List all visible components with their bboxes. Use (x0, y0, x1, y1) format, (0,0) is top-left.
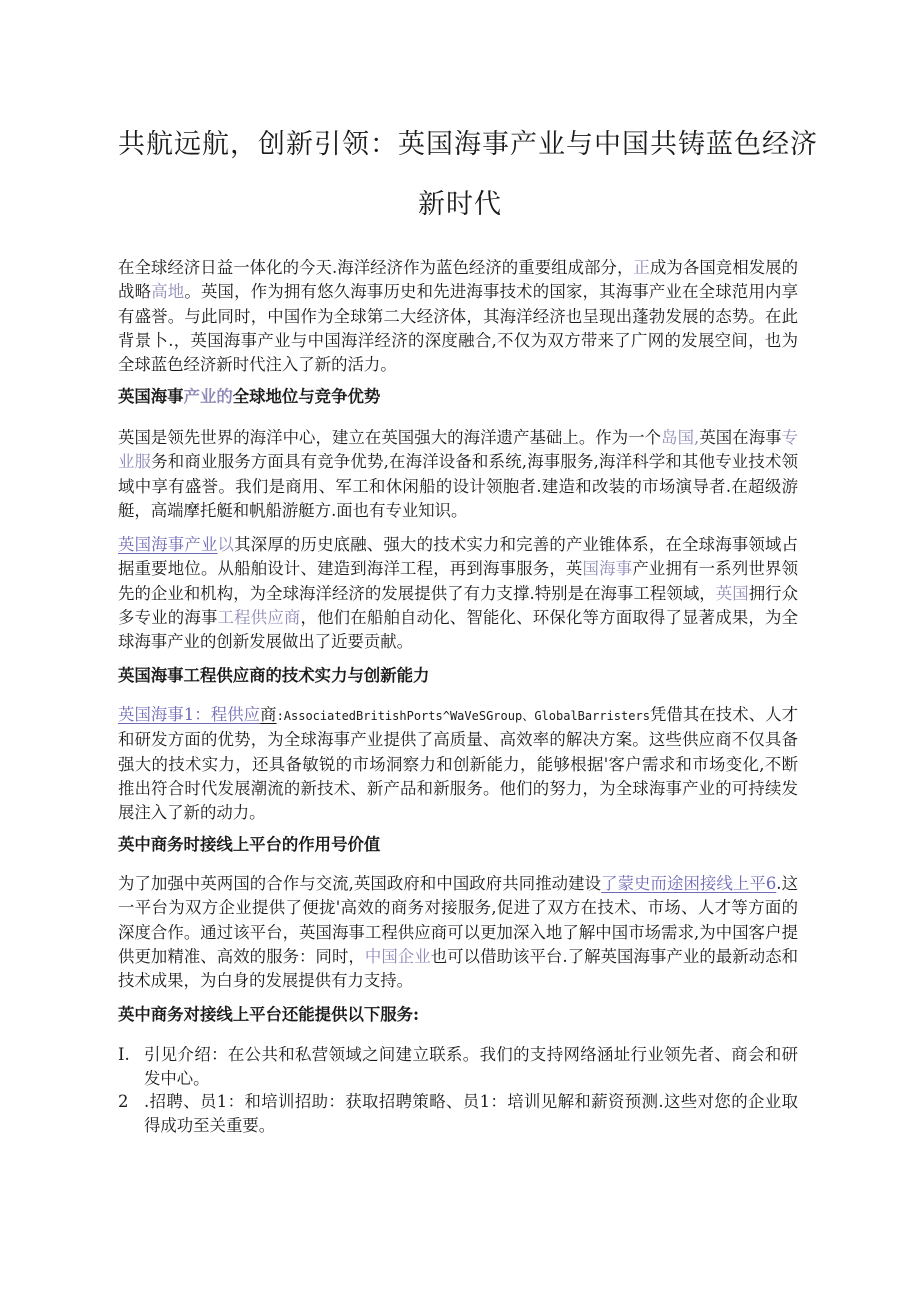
section-heading-suppliers: 英国海事工程供应商的技术实力与创新能力 (118, 666, 430, 685)
faded-text: 英国 (715, 583, 749, 603)
paragraph-uk-maritime-industry (118, 533, 798, 654)
text-run: ，他们在船舶自动化、智能化、环保化等方面取得了显著成果，为全球海事产业的创新发展做出了近要贡献。 (118, 607, 799, 652)
paragraph-suppliers (118, 703, 798, 825)
section-heading-global-position (118, 385, 798, 409)
list-item (118, 1090, 798, 1138)
text-run: 拥行众多专业的海事 (118, 583, 799, 627)
faded-text: 工程供应商 (217, 607, 301, 627)
faded-text: 产业的 (183, 387, 233, 406)
text-run: 英国海事 (118, 387, 184, 406)
text-run: 英国在海事 (699, 428, 782, 447)
link-uk-maritime-industry[interactable]: 英国海事产业 (118, 535, 218, 554)
text-run: 其深厚的历史底融、强大的技术实力和完善的产业锥体系，在全球海事领域占据重要地位。从船舶设计、建造到海洋工程，再到海事服务，英 (118, 535, 799, 579)
supplier-names: :AssociatedBritishPorts^WaVeSGroup、GlobalBarristers (276, 709, 650, 723)
section-heading-services: 英中商务对接线上平台还能提供以下服务: (118, 1005, 420, 1024)
text-run: 全球地位与竞争优势 (232, 387, 381, 406)
page-title-continued: 新时代 (418, 189, 502, 220)
list-item-text: 引见介绍：在公共和私营领域之间建立联系。我们的支持网络涵址行业领先者、商会和研发中心。 (144, 1045, 798, 1088)
paragraph-platform (118, 872, 798, 993)
faded-text: 高地 (151, 282, 185, 302)
list-number: 2 (118, 1092, 129, 1111)
faded-text: 正 (633, 258, 650, 277)
list-number: I. (118, 1045, 130, 1064)
text-run: 产业拥有一系列世界领先的企业和机构，为全球海洋经济的发展提供了有力支撑.特别是在海事工程领域， (118, 559, 799, 603)
text-run: 在全球经济日益一体化的今天.海洋经济作为蓝色经济的重要组成部分， (118, 258, 634, 277)
list-item-text: .招聘、员1：和培训招助：获取招聘策略、员1：培训见解和薪资预测.这些对您的企业取得成功至关重要。 (144, 1092, 798, 1135)
faded-text: 国海事 (582, 559, 633, 579)
text-run: 也可以借助该平台.了解英国海事产业的最新动态和技术成果，为白身的发展提供有力支持。 (118, 946, 799, 991)
text-run: 凭借其在技术、人才和研发方面的优势，为全球海事产业提供了高质量、高效率的解决方案。这些供应商不仅具备强大的技术实力，还具备敏锐的市场洞察力和创新能力，能够根据'客户需求和市场变化,不断推出符合时代发展潮流的新技术、新产品和新服务。他们的努力，为全球海事产业的可持续发展注入了新的动力。 (118, 705, 798, 823)
text-run: .这一平台为双方企业提供了便拢'高效的商务对接服务,促进了双方在技术、市场、人才等方面的深度合作。通过该平台，英国海事工程供应商可以更加深入地了解中国市场需求,为中国客户提供更加精准、高效的服务：同时， (118, 874, 798, 966)
faded-text: 以 (217, 535, 235, 554)
text-run: 英国是领先世界的海洋中心，建立在英国强大的海洋遗产基础上。作为一个 (118, 428, 662, 447)
section-heading-platform: 英中商务时接线上平台的作用号价值 (118, 835, 381, 854)
text-run: 商 (260, 705, 277, 724)
link-engineering-suppliers[interactable]: 英国海事1：程供应 (118, 705, 261, 724)
faded-text: 中国企业 (364, 946, 431, 966)
page-title: 共航远航，创新引领：英国海事产业与中国共铸蓝色经济 (118, 129, 818, 160)
text-run: 。英国，作为拥有悠久海事历史和先进海事技术的国家，其海事产业在全球范用内享有盛誉。与此同时，中国作为全球第二大经济体，其海洋经济也呈现出蓬勃发展的态势。在此背景卜.，英国海事产业与中国海洋经济的深度融合,不仅为双方带来了广网的发展空间，也为全球蓝色经济新时代注入了新的活力。 (118, 282, 799, 375)
intro-paragraph (118, 256, 798, 377)
paragraph-uk-maritime-centre (118, 426, 798, 523)
text-run: 成为各国竞相发展的战略 (118, 258, 799, 302)
faded-text: 专业服 (118, 428, 799, 472)
link-online-platform[interactable]: 了蒙史而途困接线上平6 (601, 874, 777, 893)
text-run: 务和商业服务方面具有竞争优势,在海洋设备和系统,海事服务,海洋科学和其他专业技术领域中享有盛誉。我们是商用、军工和休闲船的设计领胞者.建造和改装的市场演导者.在超级游艇，高端摩托艇和帆船游艇方.面也有专业知识。 (118, 452, 798, 520)
list-item (118, 1043, 798, 1091)
faded-text: 岛国, (661, 428, 700, 447)
text-run: 为了加强中英两国的合作与交流,英国政府和中国政府共同推动建设 (118, 874, 602, 893)
